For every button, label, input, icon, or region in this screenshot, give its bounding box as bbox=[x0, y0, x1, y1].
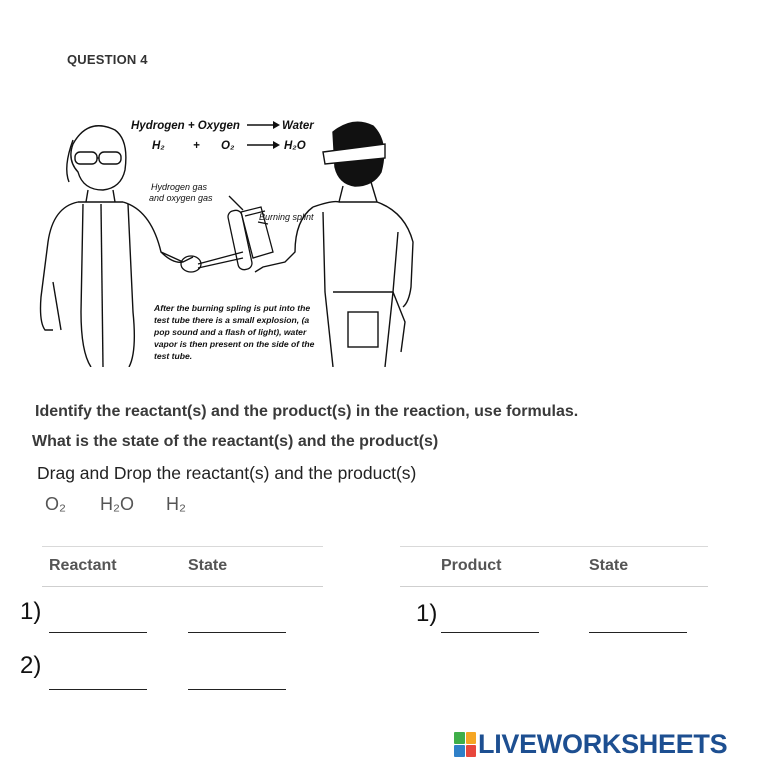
equation-plus: + bbox=[193, 140, 200, 152]
reactant-table-header-rule bbox=[42, 586, 323, 587]
equation-o2: O₂ bbox=[221, 140, 235, 152]
liveworksheets-logo[interactable] bbox=[454, 729, 727, 760]
reactant-row-1-number: 1) bbox=[20, 598, 42, 625]
reactant-1-state-drop-slot[interactable] bbox=[188, 606, 286, 633]
caption-line1: After the burning spling is put into the bbox=[154, 303, 311, 313]
token-h2o[interactable]: H₂O bbox=[100, 494, 134, 514]
product-table-header-rule bbox=[400, 586, 708, 587]
reaction-illustration bbox=[33, 112, 423, 367]
product-1-state-drop-slot[interactable] bbox=[589, 606, 687, 633]
reactant-2-state-drop-slot[interactable] bbox=[188, 663, 286, 690]
instruction-identify: Identify the reactant(s) and the product(s) in the reaction, use formulas. bbox=[35, 403, 579, 420]
product-1-drop-slot[interactable] bbox=[441, 606, 539, 633]
caption-line4: vapor is then present on the side of the bbox=[154, 339, 315, 349]
equation-words-left: Hydrogen + Oxygen bbox=[131, 120, 240, 132]
equation-h2o: H₂O bbox=[284, 140, 306, 152]
reactant-state-column-header: State bbox=[188, 557, 228, 574]
caption-block bbox=[153, 303, 315, 361]
product-table-top-rule bbox=[400, 546, 708, 547]
equation-h2: H₂ bbox=[152, 140, 165, 152]
reactant-table-top-rule bbox=[42, 546, 323, 547]
token-o2[interactable]: O₂ bbox=[45, 494, 66, 514]
caption-line2: test tube there is a small explosion, (a bbox=[154, 315, 310, 325]
product-state-column-header: State bbox=[589, 557, 629, 574]
label-gas-line1: Hydrogen gas bbox=[151, 182, 208, 192]
reactant-2-drop-slot[interactable] bbox=[49, 663, 147, 690]
label-gas-line2: and oxygen gas bbox=[149, 193, 213, 203]
liveworksheets-logo-text: LIVEWORKSHEETS bbox=[478, 729, 728, 759]
token-h2[interactable]: H₂ bbox=[166, 494, 186, 514]
equation-words-right: Water bbox=[282, 120, 314, 132]
caption-line3: pop sound and a flash of light), water bbox=[154, 327, 307, 337]
drag-drop-title: Drag and Drop the reactant(s) and the product(s) bbox=[37, 463, 417, 483]
question-label: QUESTION 4 bbox=[67, 52, 148, 67]
reactant-1-drop-slot[interactable] bbox=[49, 606, 147, 633]
liveworksheets-logo-icon bbox=[454, 732, 476, 757]
instruction-state: What is the state of the reactant(s) and the product(s) bbox=[32, 433, 439, 450]
label-splint: Burning splint bbox=[259, 212, 314, 222]
reactant-row-2-number: 2) bbox=[20, 652, 42, 679]
caption-line5: test tube. bbox=[154, 351, 193, 361]
product-column-header: Product bbox=[441, 557, 502, 574]
draggable-token-bank bbox=[43, 494, 188, 515]
product-row-1-number: 1) bbox=[416, 600, 438, 627]
reactant-column-header: Reactant bbox=[49, 557, 117, 574]
tongs-and-tube bbox=[181, 196, 273, 272]
arrow-icon bbox=[273, 141, 280, 149]
arrow-icon bbox=[273, 121, 280, 129]
